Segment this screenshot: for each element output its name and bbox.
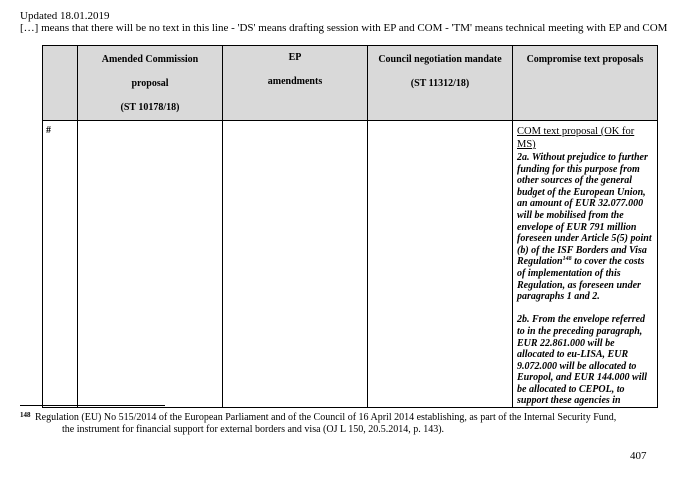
- paragraph-2a-text: 2a. Without prejudice to further funding for this purpose from other sources of the general budget of the European Union, an amount of EUR 32.077.000 will be mobilised from the envelope of EUR 791 million foreseen under Article 5(5) point (b) of the ISF Borders and Visa Regulation: [517, 152, 652, 268]
- header-ep-amendments: [223, 46, 368, 121]
- footnote-text-line1: Regulation (EU) No 515/2014 of the European Parliament and of the Council of 16 April 2014 establishing, as part of the Internal Security Fund,: [35, 412, 617, 423]
- footnote: [20, 412, 660, 436]
- table-row: [43, 121, 658, 408]
- footnote-text-line2: the instrument for financial support for external borders and visa (OJ L 150, 20.5.2014, p. 143).: [62, 424, 445, 435]
- paragraph-2a-text-end: to cover the costs of implementation of this Regulation, as foreseen under paragraphs 1 and 2.: [517, 256, 645, 303]
- footnote-separator: [20, 405, 165, 406]
- commission-heading: Amended Commission: [101, 54, 199, 65]
- compromise-heading: Compromise text proposals: [526, 54, 644, 65]
- council-cell: [368, 121, 513, 408]
- table-header-row: [43, 46, 658, 121]
- footnote-reference[interactable]: 148: [562, 256, 572, 263]
- ep-cell: [223, 121, 368, 408]
- compromise-label: COM text proposal (OK for MS): [517, 126, 635, 150]
- ep-subheading: amendments: [267, 76, 323, 87]
- header-number-cell: [43, 46, 78, 121]
- council-heading: Council negotiation mandate: [378, 54, 502, 65]
- four-column-table: [42, 45, 658, 408]
- ep-heading: EP: [288, 52, 302, 63]
- paragraph-2b: 2b. From the envelope referred to in the preceding paragraph, EUR 22.861.000 will be allocated to eu-LISA, EUR 9.072.000 will be allocated to Europol, and EUR 144.000 will be allocated to CEPOL, to support these agencies in: [517, 314, 648, 407]
- header-commission-proposal: [78, 46, 223, 121]
- commission-cell: [78, 121, 223, 408]
- legend-note: […] means that there will be no text in this line - 'DS' means drafting session with EP and COM - 'TM' means technical meeting with EP and COM: [20, 22, 668, 34]
- compromise-cell: [513, 121, 658, 408]
- council-doc-ref: (ST 11312/18): [410, 78, 470, 89]
- footnote-number: 148: [20, 411, 31, 419]
- header-council-mandate: [368, 46, 513, 121]
- page-number: 407: [630, 450, 647, 462]
- page-header: [20, 10, 667, 34]
- commission-doc-ref: (ST 10178/18): [120, 102, 180, 113]
- paragraph-2a: [517, 152, 653, 303]
- updated-date: Updated 18.01.2019: [20, 10, 110, 22]
- header-compromise-text: [513, 46, 658, 121]
- row-number: #: [43, 121, 78, 408]
- commission-subheading: proposal: [131, 78, 169, 89]
